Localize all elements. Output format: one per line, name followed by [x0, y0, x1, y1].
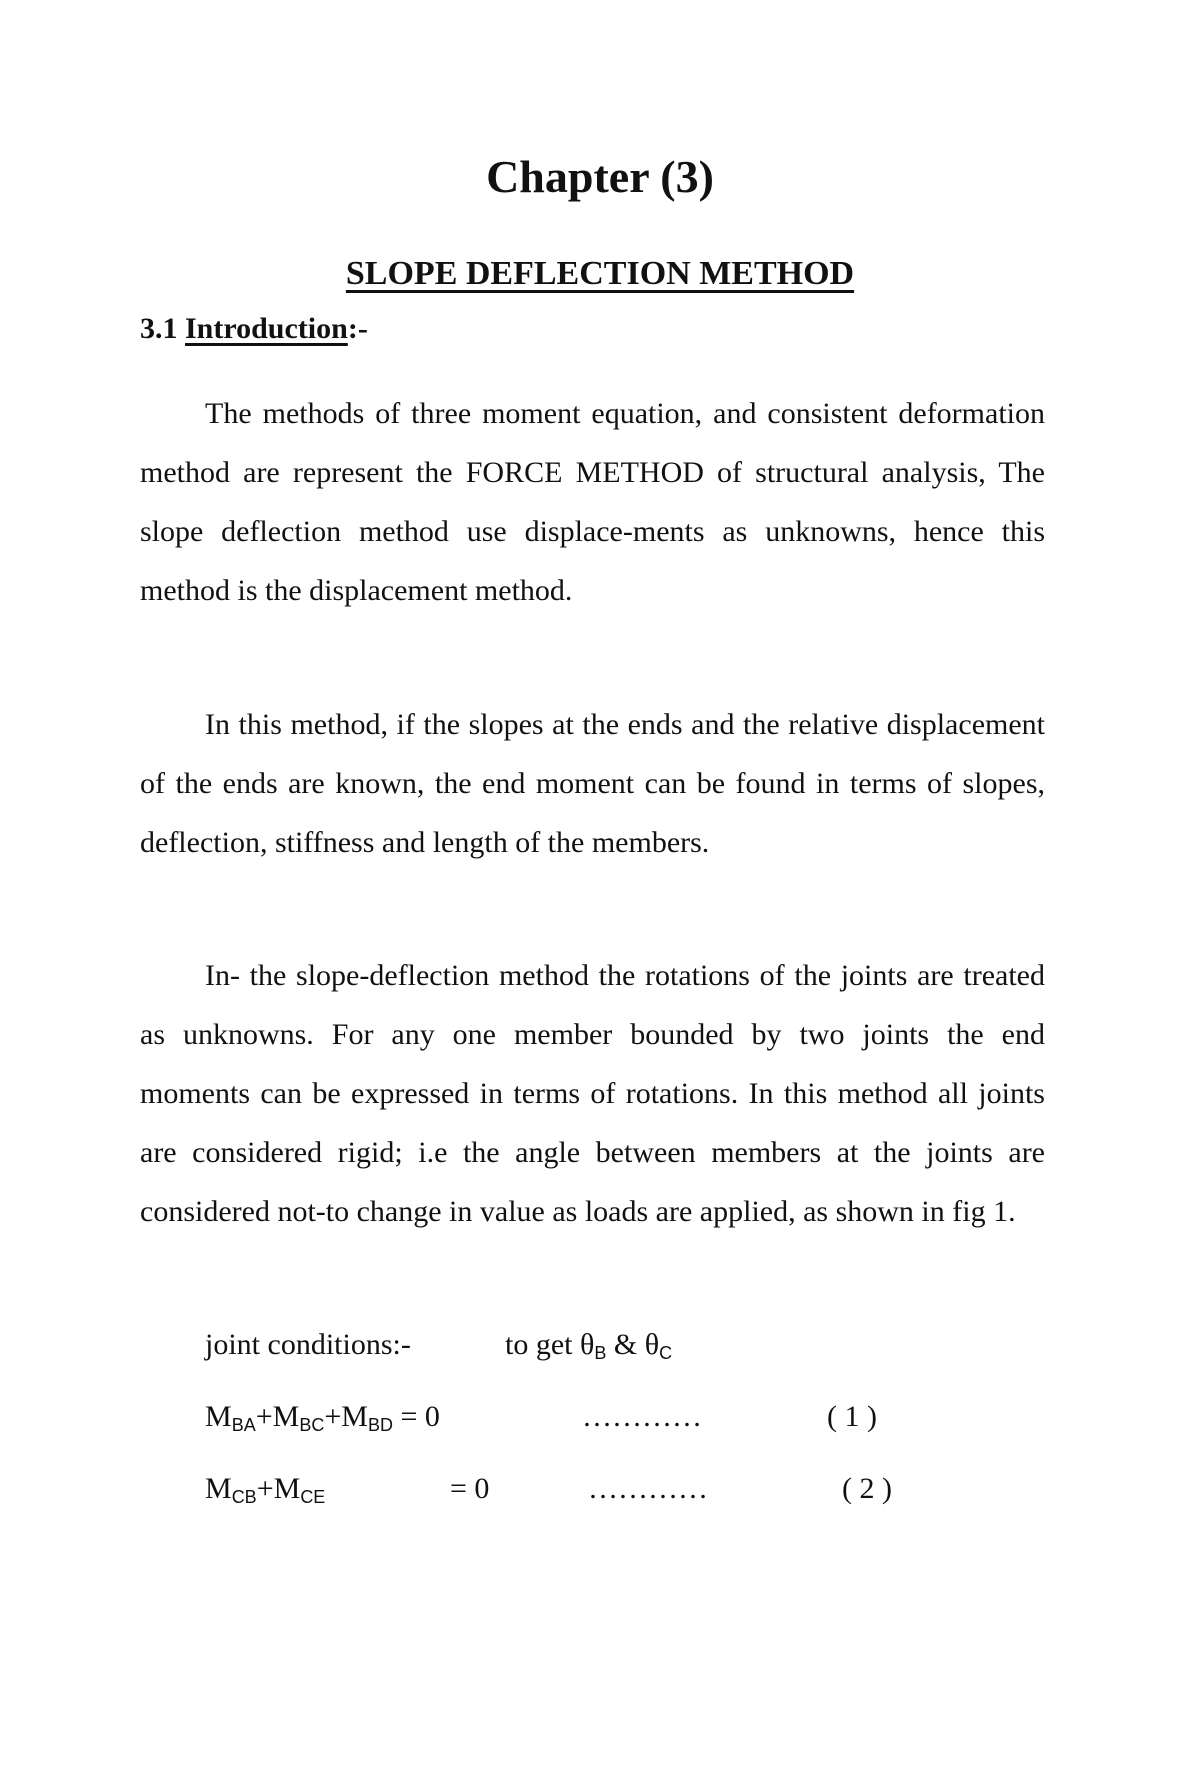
- paragraph-2: In this method, if the slopes at the ends and the relative displacement of the ends are known, the end moment can be found in terms of slopes, deflection, stiffness and length of the members.: [140, 708, 1045, 859]
- moment-symbol: M: [272, 1400, 300, 1433]
- intro-heading-text: Introduction: [185, 312, 348, 345]
- paragraph-3: In- the slope-deflection method the rotations of the joints are treated as unknowns. For any one member bounded by two joints the end moments can be expressed in terms of rotations. In this method all joints are considered rigid; i.e the angle between members at the joints are considered not-to change in value as loads are applied, as shown in fig 1.: [140, 959, 1045, 1228]
- moment-subscript: BC: [299, 1415, 325, 1435]
- moment-subscript: BA: [231, 1415, 256, 1435]
- chapter-title: Chapter (3): [486, 151, 714, 202]
- intro-heading-suffix: :-: [347, 312, 368, 345]
- moment-symbol: M: [205, 1400, 232, 1433]
- theta-c-symbol: θ: [644, 1328, 660, 1361]
- section-title-text: SLOPE DEFLECTION METHOD: [345, 255, 855, 292]
- joint-conditions-target: [505, 1328, 672, 1364]
- equation-2-lhs: [205, 1472, 325, 1508]
- equation-1-number: ( 1 ): [827, 1400, 877, 1433]
- moment-subscript: CB: [231, 1487, 257, 1507]
- moment-symbol: M: [341, 1400, 368, 1433]
- theta-c-subscript: C: [659, 1343, 673, 1363]
- moment-symbol: M: [205, 1472, 232, 1505]
- intro-heading: [140, 312, 368, 346]
- equation-1-lhs: [205, 1400, 440, 1436]
- to-get-text: to get: [505, 1328, 573, 1361]
- moment-subscript: CE: [300, 1487, 326, 1507]
- intro-number: 3.1: [140, 312, 178, 345]
- section-title: [0, 255, 1200, 293]
- paragraph-1: The methods of three moment equation, and consistent deformation method are represent the FORCE METHOD of structural analysis, The slope deflection method use displace-ments as unknowns, hence this method is the displacement method.: [140, 397, 1045, 607]
- ampersand: &: [613, 1328, 638, 1361]
- joint-conditions-label: joint conditions:-: [205, 1328, 411, 1361]
- equation-2-number: ( 2 ): [842, 1472, 892, 1505]
- plus-sign: +: [256, 1472, 274, 1505]
- equation-2-rhs: = 0: [450, 1472, 490, 1505]
- equation-1-rhs: = 0: [400, 1400, 440, 1433]
- moment-subscript: BD: [367, 1415, 393, 1435]
- theta-b-symbol: θ: [580, 1328, 595, 1361]
- equation-2-dots: …………: [588, 1472, 708, 1505]
- plus-sign: +: [255, 1400, 273, 1433]
- plus-sign: +: [324, 1400, 342, 1433]
- equation-1-dots: …………: [582, 1400, 702, 1433]
- moment-symbol: M: [273, 1472, 301, 1505]
- theta-b-subscript: B: [594, 1343, 607, 1363]
